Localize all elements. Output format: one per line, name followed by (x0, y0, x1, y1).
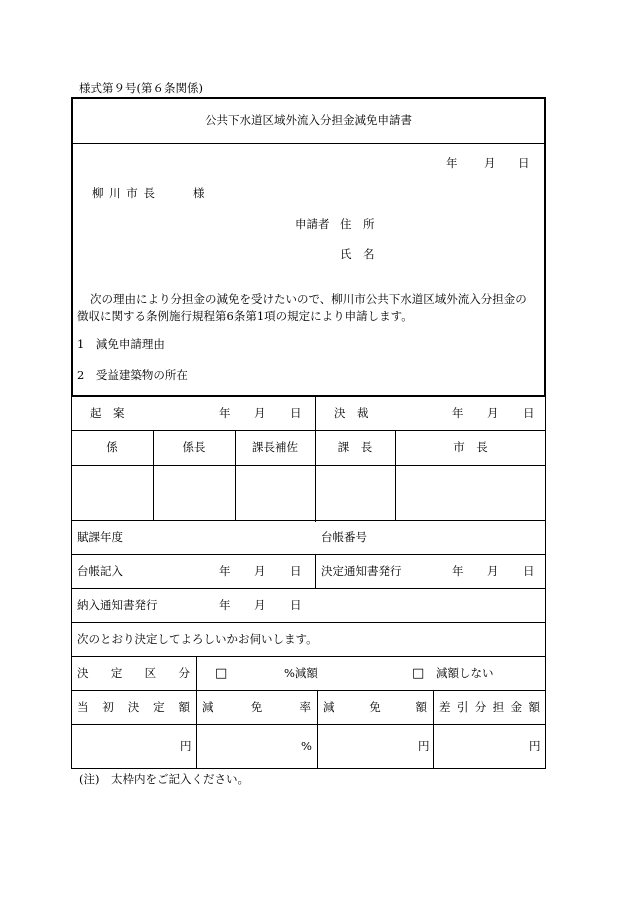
row-rule (71, 656, 546, 657)
daicho-bango-label: 台帳番号 (321, 530, 367, 544)
form-number: 様式第９号(第６条関係) (79, 81, 203, 95)
daicho-kinyu-year: 年 (219, 564, 231, 578)
kian-year: 年 (219, 406, 231, 420)
stamp-cell-kacho[interactable] (316, 466, 395, 520)
kessai-year: 年 (452, 406, 464, 420)
kian-day: 日 (290, 406, 302, 420)
approver-kakari: 係 (106, 440, 118, 454)
row-rule (71, 430, 546, 431)
applicant-name-label: 氏 名 (340, 247, 375, 261)
kettei-tsuchi-label: 決定通知書発行 (321, 564, 402, 578)
item-reason: 1 減免申請理由 (77, 337, 165, 351)
daicho-kinyu-label: 台帳記入 (77, 564, 123, 578)
date-day: 日 (518, 156, 530, 170)
reduction-rate-field[interactable] (197, 725, 317, 768)
stamp-cell-shicho[interactable] (396, 466, 545, 520)
date-year: 年 (446, 156, 458, 170)
header-reduction-amount: 減 免 額 (323, 700, 427, 714)
nonyu-tsuchi-month: 月 (254, 598, 266, 612)
row-rule (71, 554, 546, 555)
header-initial-amount: 当 初 決 定 額 (77, 700, 190, 714)
kettei-tsuchi-year: 年 (452, 564, 464, 578)
footnote: (注) 太枠内をご記入ください。 (79, 772, 249, 786)
applicant-address-label: 住 所 (340, 217, 375, 231)
body-text-line2: 徴収に関する条例施行規程第6条第1項の規定により申請します。 (77, 309, 413, 323)
kettei-tsuchi-day: 日 (523, 564, 535, 578)
form-title: 公共下水道区域外流入分担金減免申請書 (205, 113, 412, 127)
unit-yen: 円 (180, 739, 192, 753)
daicho-kinyu-month: 月 (254, 564, 266, 578)
approver-shicho: 市 長 (453, 440, 488, 454)
stamp-cell-kakari[interactable] (72, 466, 153, 520)
title-divider (73, 143, 544, 144)
row-rule (71, 690, 546, 691)
nonyu-tsuchi-year: 年 (219, 598, 231, 612)
column-rule (315, 554, 316, 588)
option-percent-reduction-label: %減額 (284, 666, 318, 680)
kian-month: 月 (254, 406, 266, 420)
header-reduction-rate: 減 免 率 (202, 700, 311, 714)
application-box (71, 97, 546, 397)
applicant-label: 申請者 (295, 217, 330, 231)
kessai-day: 日 (523, 406, 535, 420)
kettei-tsuchi-month: 月 (487, 564, 499, 578)
unit-yen: 円 (529, 739, 541, 753)
stamp-cell-kakaricho[interactable] (154, 466, 235, 520)
header-net-amount: 差 引 分 担 金 額 (439, 700, 540, 714)
row-rule (71, 622, 546, 623)
option-no-reduction-label: 減額しない (436, 666, 494, 680)
addressee-honorific: 様 (193, 186, 205, 200)
row-rule (71, 520, 546, 521)
approver-kacho-hosa: 課長補佐 (252, 440, 298, 454)
nonyu-tsuchi-day: 日 (290, 598, 302, 612)
checkbox-percent-reduction[interactable]: □ (215, 666, 228, 681)
approver-kacho: 課 長 (337, 440, 373, 454)
item-location: 2 受益建築物の所在 (77, 368, 188, 382)
body-text-line1: 次の理由により分担金の減免を受けたいので、柳川市公共下水道区域外流入分担金の (90, 292, 527, 306)
fuka-nendo-label: 賦課年度 (77, 530, 123, 544)
checkbox-no-reduction[interactable]: □ (412, 666, 425, 681)
row-rule (71, 588, 546, 589)
approval-request-text: 次のとおり決定してよろしいかお伺いします。 (77, 632, 318, 646)
reduction-amount-field[interactable] (318, 725, 433, 768)
kettei-kubun-label: 決 定 区 分 (77, 666, 190, 680)
unit-yen: 円 (418, 739, 430, 753)
date-month: 月 (484, 156, 496, 170)
initial-amount-field[interactable] (72, 725, 196, 768)
kessai-label: 決 裁 (334, 406, 369, 420)
daicho-kinyu-day: 日 (290, 564, 302, 578)
unit-percent: % (301, 739, 312, 753)
nonyu-tsuchi-label: 納入通知書発行 (77, 598, 158, 612)
kian-label: 起 案 (90, 406, 125, 420)
approver-kakaricho: 係長 (182, 440, 206, 454)
addressee: 柳 川 市 長 (92, 186, 156, 200)
kessai-month: 月 (487, 406, 499, 420)
stamp-cell-kacho-hosa[interactable] (236, 466, 315, 520)
